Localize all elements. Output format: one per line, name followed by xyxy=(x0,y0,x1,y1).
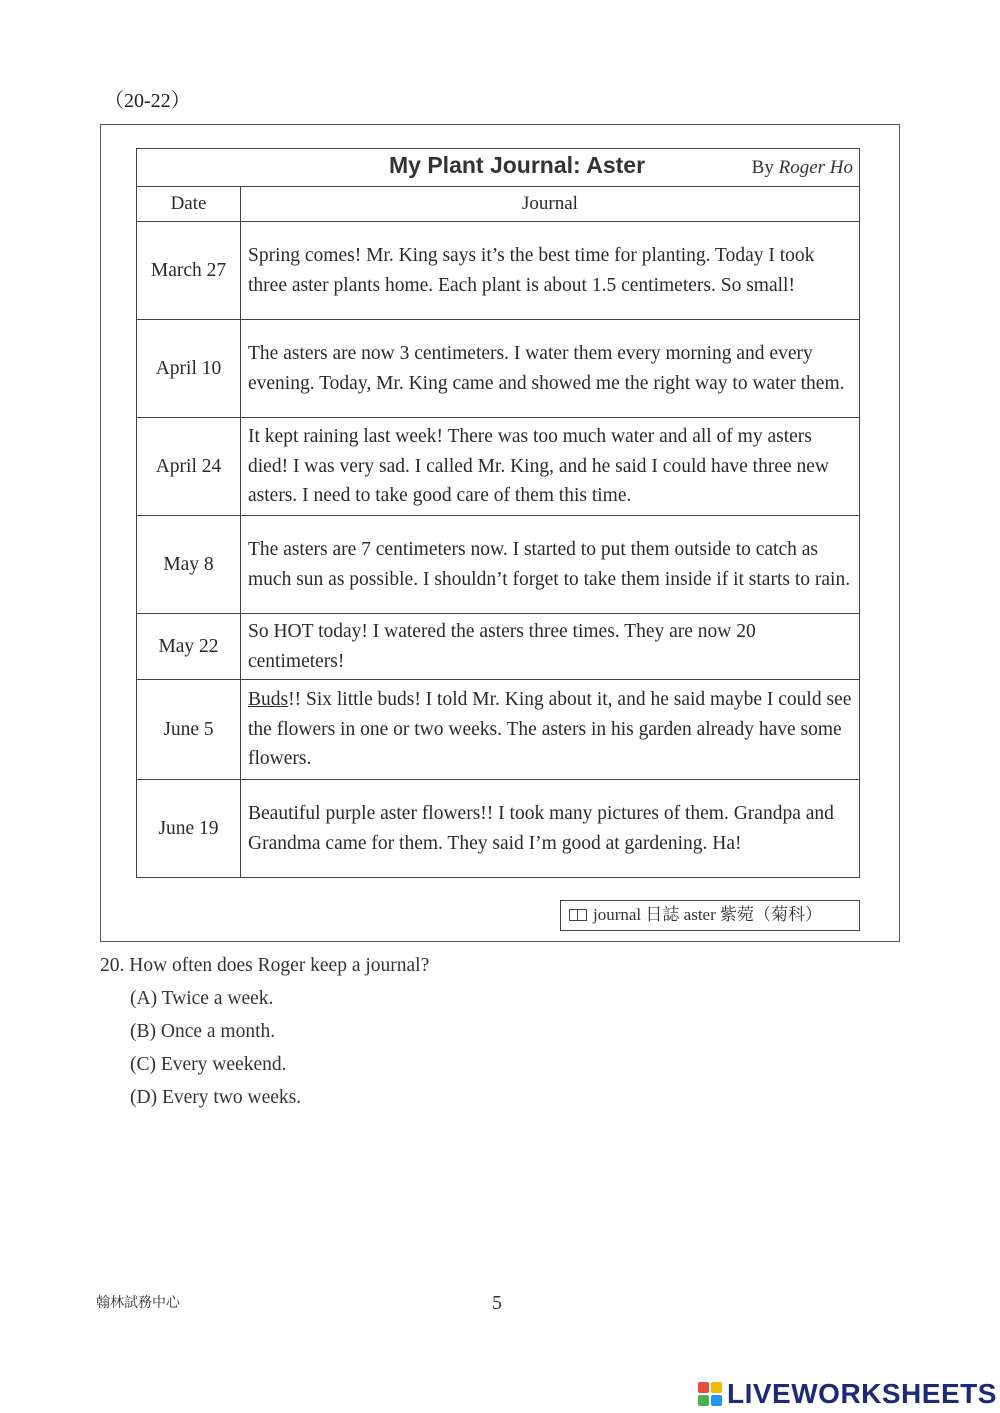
journal-title: My Plant Journal: Aster xyxy=(389,152,646,178)
entry-date: June 19 xyxy=(137,780,241,878)
entry-date: May 8 xyxy=(137,516,241,614)
table-row xyxy=(137,680,860,780)
journal-byline: By Roger Ho xyxy=(751,157,853,178)
logo-tile xyxy=(711,1395,722,1406)
entry-date: April 24 xyxy=(137,418,241,516)
entry-text: Spring comes! Mr. King says it’s the best time for planting. Today I took three aster plants home. Each plant is about 1.5 centimeters. So small! xyxy=(241,222,860,320)
option-c[interactable]: (C) Every weekend. xyxy=(130,1054,287,1075)
entry-date: June 5 xyxy=(137,680,241,780)
table-row xyxy=(137,516,860,614)
entry-text: So HOT today! I watered the asters three times. They are now 20 centimeters! xyxy=(241,614,860,680)
logo-tile xyxy=(711,1382,722,1393)
page-number: 5 xyxy=(492,1292,502,1314)
logo-tile xyxy=(698,1395,709,1406)
option-b[interactable]: (B) Once a month. xyxy=(130,1021,276,1042)
question-range: （20-22） xyxy=(104,90,191,112)
table-row xyxy=(137,614,860,680)
liveworksheets-icon xyxy=(698,1382,722,1406)
journal-title-row xyxy=(136,148,860,186)
option-d[interactable]: (D) Every two weeks. xyxy=(130,1087,302,1108)
entry-text: Buds!! Six little buds! I told Mr. King about it, and he said maybe I could see the flowers in one or two weeks. The asters in his garden already have some flowers. xyxy=(241,680,860,780)
table-row xyxy=(137,780,860,878)
col-journal-header: Journal xyxy=(241,187,860,222)
journal-table xyxy=(136,148,860,878)
entry-text: The asters are 7 centimeters now. I started to put them outside to catch as much sun as possible. I shouldn’t forget to take them inside if it starts to rain. xyxy=(241,516,860,614)
entry-text: The asters are now 3 centimeters. I water them every morning and every evening. Today, Mr. King came and showed me the right way to water them. xyxy=(241,320,860,418)
logo-tile xyxy=(698,1382,709,1393)
underlined-word: Buds xyxy=(248,689,289,711)
journal-grid xyxy=(136,186,860,878)
liveworksheets-logo[interactable] xyxy=(698,1378,997,1410)
liveworksheets-wordmark: LIVEWORKSHEETS xyxy=(727,1378,997,1409)
option-a[interactable]: (A) Twice a week. xyxy=(130,988,274,1009)
table-row xyxy=(137,320,860,418)
publisher-logo: 翰林試務中心 xyxy=(96,1296,180,1311)
entry-text: Beautiful purple aster flowers!! I took many pictures of them. Grandpa and Grandma came for them. They said I’m good at gardening. Ha! xyxy=(241,780,860,878)
book-icon xyxy=(569,909,587,921)
entry-text: It kept raining last week! There was too much water and all of my asters died! I was very sad. I called Mr. King, and he said I could have three new asters. I need to take good care of them this time. xyxy=(241,418,860,516)
col-date-header: Date xyxy=(137,187,241,222)
table-row xyxy=(137,418,860,516)
glossary-text: journal 日誌 aster 紫菀（菊科） xyxy=(593,905,822,924)
table-row xyxy=(137,222,860,320)
glossary-box xyxy=(560,900,860,931)
journal-header-row xyxy=(137,187,860,222)
entry-date: April 10 xyxy=(137,320,241,418)
entry-date: March 27 xyxy=(137,222,241,320)
entry-date: May 22 xyxy=(137,614,241,680)
question-text: 20. How often does Roger keep a journal? xyxy=(100,955,430,976)
journal-author: Roger Ho xyxy=(778,157,853,178)
